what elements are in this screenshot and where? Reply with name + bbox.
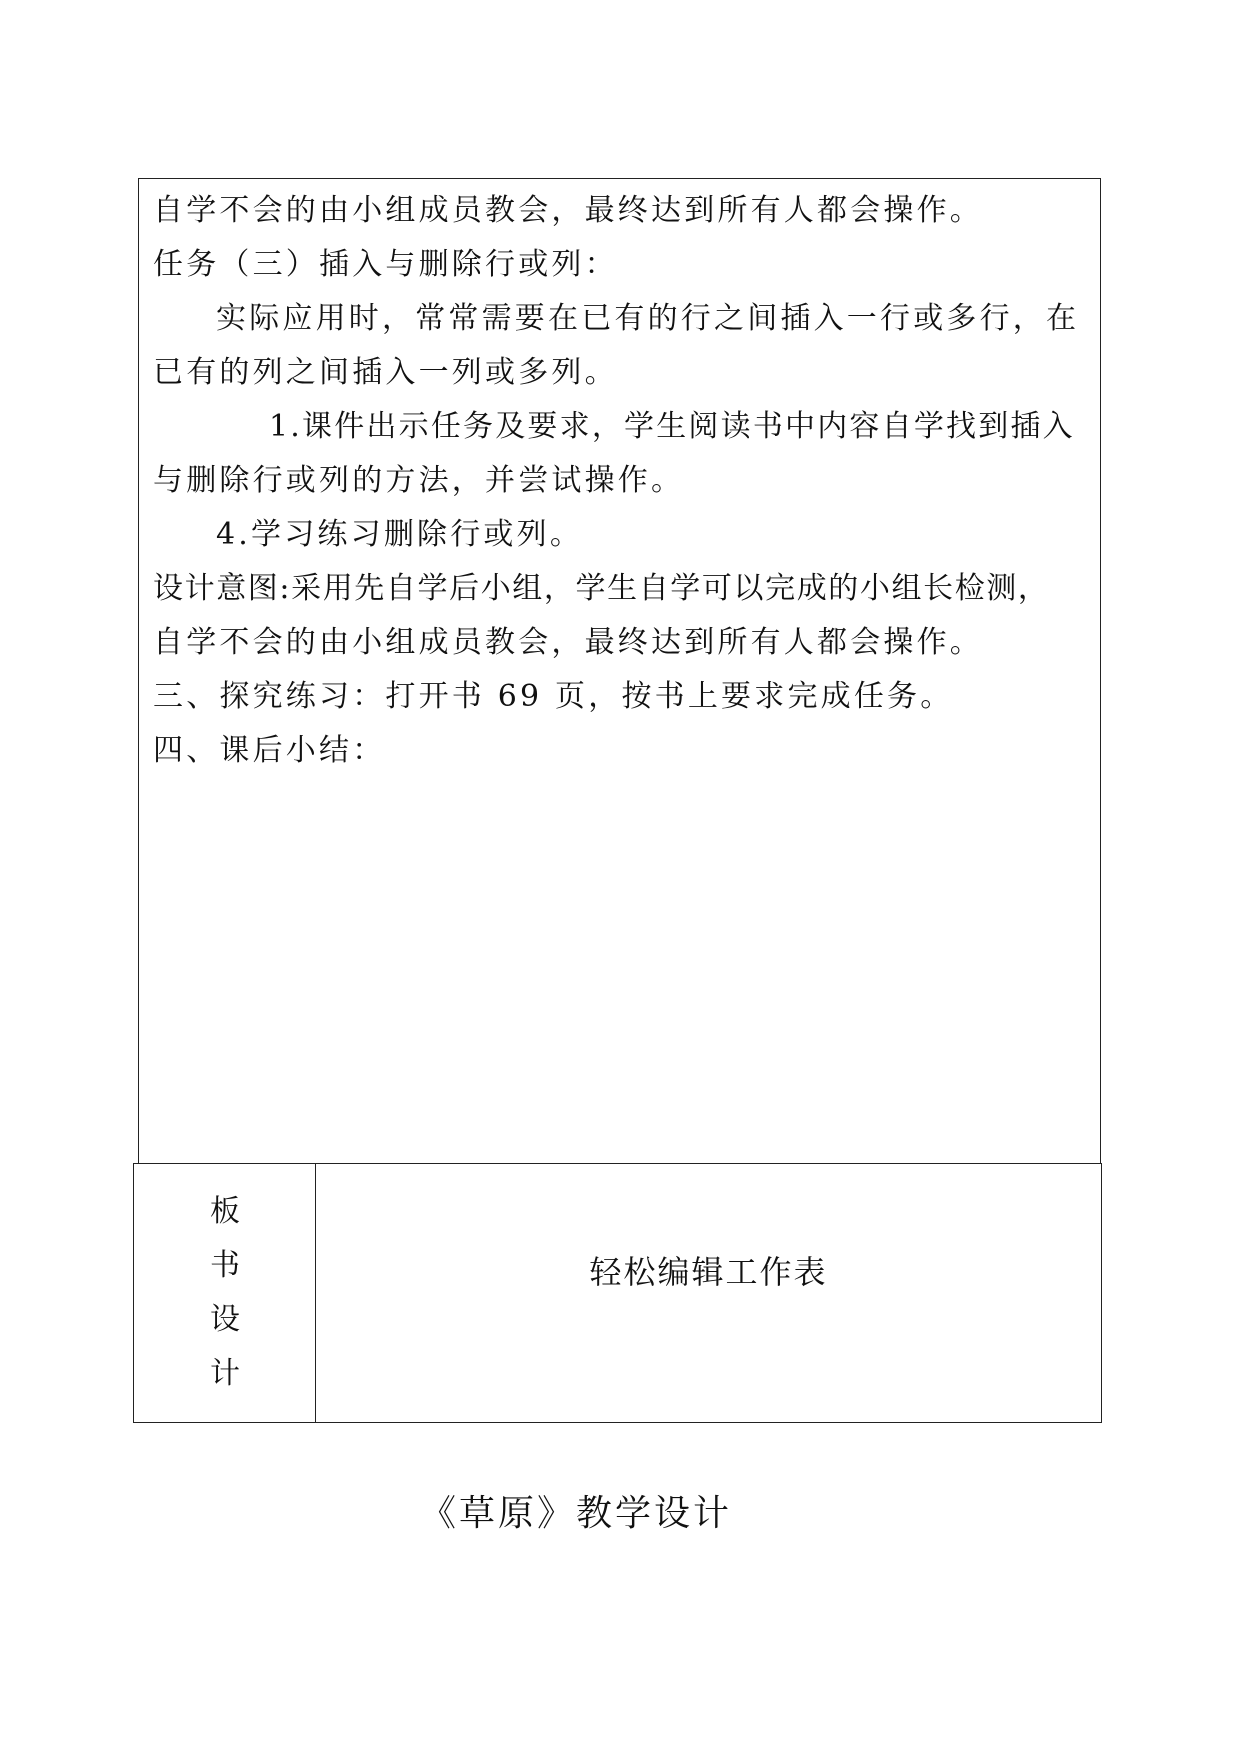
body-line-7: 4.学习练习删除行或列。 (216, 517, 584, 552)
board-design-table (133, 1163, 1102, 1423)
next-lesson-title: 《草原》教学设计 (420, 1493, 733, 1534)
board-design-label-cell (134, 1164, 316, 1422)
body-line-4: 已有的列之间插入一列或多列。 (153, 355, 618, 390)
board-label-char: 书 (210, 1248, 240, 1283)
board-label-char: 设 (210, 1302, 240, 1337)
body-line-6: 与删除行或列的方法，并尝试操作。 (153, 463, 685, 498)
body-line-9: 自学不会的由小组成员教会，最终达到所有人都会操作。 (153, 625, 983, 660)
body-line-2: 任务（三）插入与删除行或列： (153, 247, 618, 282)
body-line-11: 四、课后小结： (153, 733, 386, 768)
board-label-char: 计 (210, 1356, 240, 1391)
board-label-char: 板 (210, 1194, 240, 1229)
body-line-1: 自学不会的由小组成员教会，最终达到所有人都会操作。 (153, 193, 983, 228)
lesson-content-box (138, 178, 1101, 1164)
body-line-8: 设计意图:采用先自学后小组，学生自学可以完成的小组长检测， (153, 571, 1050, 606)
body-line-3: 实际应用时，常常需要在已有的行之间插入一行或多行，在 (216, 301, 1080, 336)
body-line-10: 三、探究练习：打开书 69 页，按书上要求完成任务。 (153, 679, 954, 714)
board-design-content: 轻松编辑工作表 (589, 1253, 828, 1291)
body-line-5: 1.课件出示任务及要求，学生阅读书中内容自学找到插入 (269, 409, 1075, 444)
